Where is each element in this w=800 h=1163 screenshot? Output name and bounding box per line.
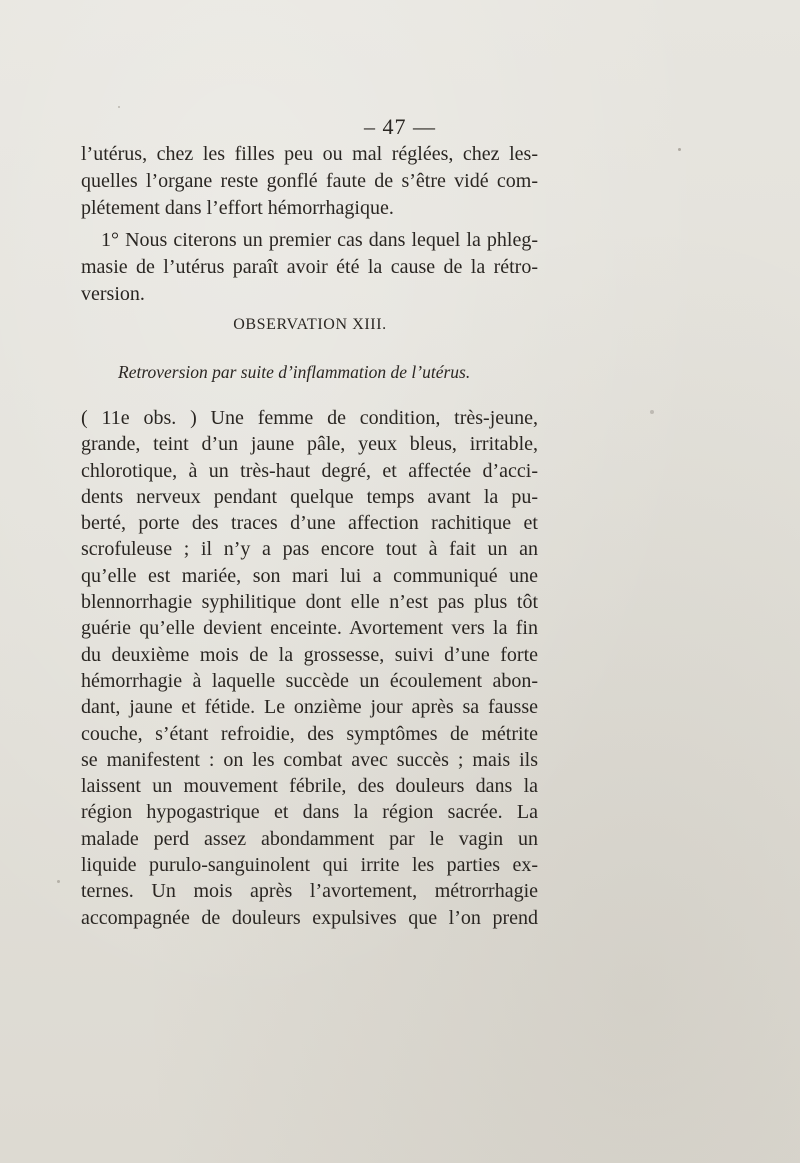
text-line: ( 11e obs. ) Une femme de condition, très-jeune, — [81, 407, 538, 429]
text-line: scrofuleuse ; il n’y a pas encore tout à fait un an — [81, 538, 538, 561]
text-line: dents nerveux pendant quelque temps avant la pu- — [81, 485, 538, 508]
text-line: chlorotique, à un très-haut degré, et affectée d’acci- — [81, 459, 538, 482]
text-line: blennorrhagie syphilitique dont elle n’est pas plus tôt — [81, 591, 538, 614]
text-line: 1° Nous citerons un premier cas dans lequel la phleg- — [101, 229, 538, 251]
text-line: berté, porte des traces d’une affection rachitique et — [81, 512, 538, 535]
text-line: accompagnée de douleurs expulsives que l’on prend — [81, 906, 538, 929]
text-line: dant, jaune et fétide. Le onzième jour après sa fausse — [81, 696, 538, 719]
paper-speck — [650, 410, 654, 414]
paragraph-intro-case — [81, 227, 538, 309]
observation-heading: OBSERVATION XIII. — [233, 316, 387, 333]
text-line: malade perd assez abondamment par le vagin un — [81, 827, 538, 850]
text-line: quelles l’organe reste gonflé faute de s’être vidé com- — [81, 170, 538, 193]
text-line: plétement dans l’effort hémorrhagique. — [81, 197, 394, 220]
text-line: liquide purulo-sanguinolent qui irrite les parties ex- — [81, 854, 538, 877]
text-line: ternes. Un mois après l’avortement, métrorrhagie — [81, 880, 538, 903]
paper-speck — [678, 148, 681, 151]
text-line: laissent un mouvement fébrile, des douleurs dans la — [81, 775, 538, 798]
observation-subtitle: Retroversion par suite d’inflammation de l’utérus. — [118, 362, 471, 382]
text-line: région hypogastrique et dans la région sacrée. La — [81, 801, 538, 824]
text-line: couche, s’étant refroidie, des symptômes de métrite — [81, 722, 538, 745]
text-line: qu’elle est mariée, son mari lui a communiqué une — [81, 564, 538, 587]
text-line: du deuxième mois de la grossesse, suivi d’une forte — [81, 643, 538, 666]
paragraph-case-report — [81, 405, 538, 931]
text-line: l’utérus, chez les filles peu ou mal réglées, chez les- — [81, 143, 538, 165]
text-line: grande, teint d’un jaune pâle, yeux bleus, irritable, — [81, 433, 538, 456]
paper-speck — [118, 106, 120, 108]
text-line: version. — [81, 283, 145, 306]
paper-speck — [57, 880, 60, 883]
text-line: se manifestent : on les combat avec succès ; mais ils — [81, 748, 538, 771]
page-number: – 47 — — [364, 114, 436, 139]
text-line: masie de l’utérus paraît avoir été la cause de la rétro- — [81, 256, 538, 279]
text-line: guérie qu’elle devient enceinte. Avortement vers la fin — [81, 617, 538, 640]
paragraph-continuation — [81, 141, 538, 223]
text-line: hémorrhagie à laquelle succède un écoulement abon- — [81, 669, 538, 692]
